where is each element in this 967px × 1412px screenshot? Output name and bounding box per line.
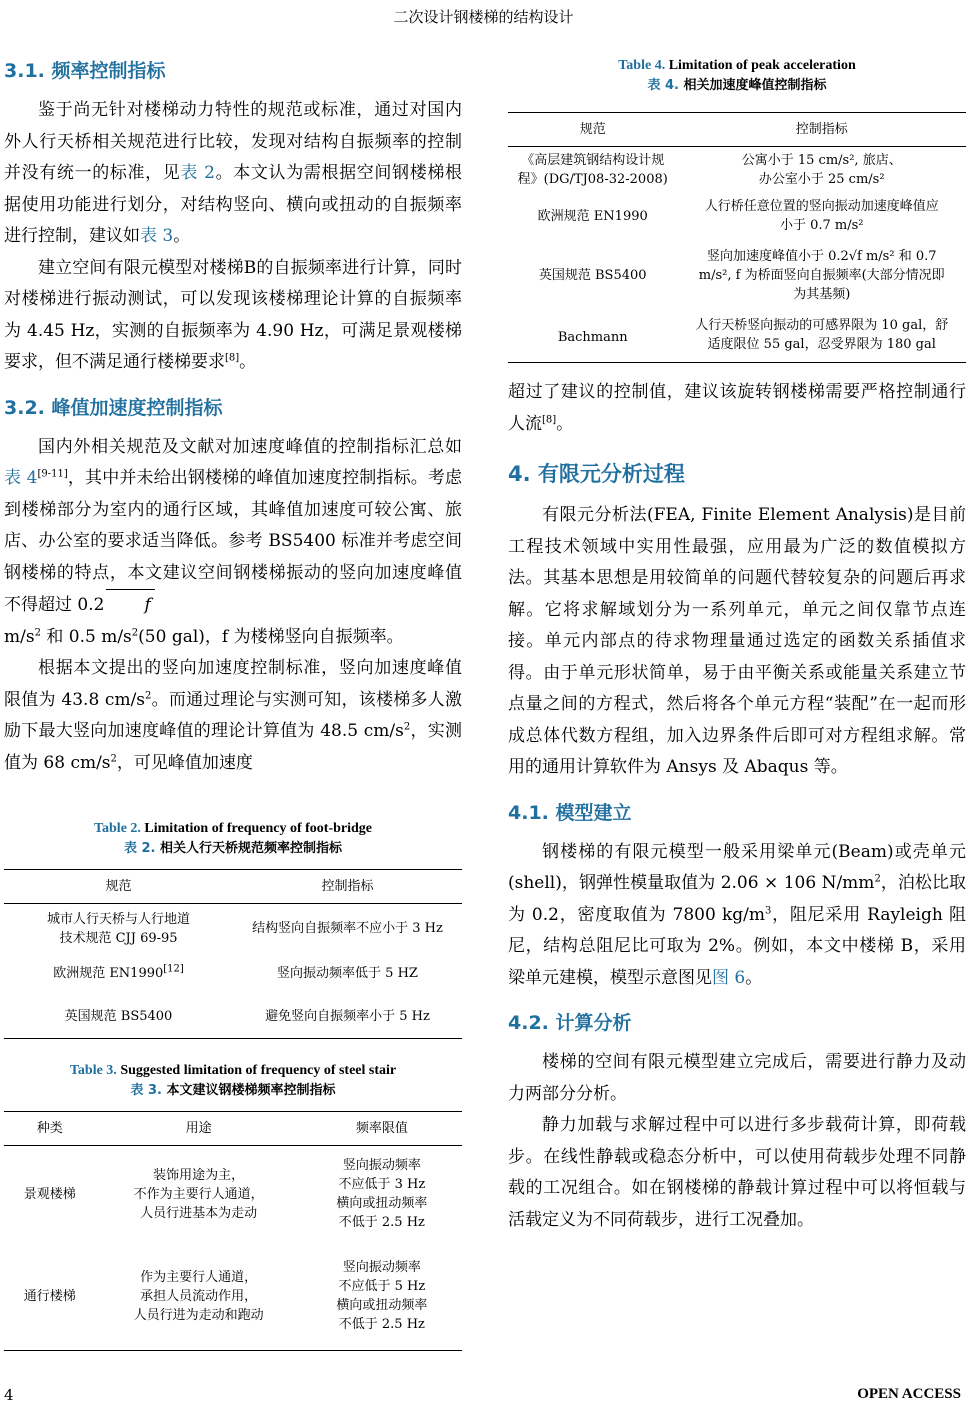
table-cell: 欧洲规范 EN1990 <box>537 208 648 224</box>
table-2-caption: Table 2. Limitation of frequency of foot-bridge 表 2. 相关人行天桥规范频率控制指标 <box>93 821 373 856</box>
table-3-caption: Table 3. Suggested limitation of frequency of steel stair 表 3. 本文建议钢楼梯频率控制指标 <box>69 1063 397 1098</box>
table-header-cell: 用途 <box>96 1112 302 1146</box>
table-cell: 城市人行天桥与人行地道 技术规范 CJJ 69-95 <box>46 912 190 946</box>
left-column <box>4 54 462 1351</box>
table-cell: 公寓小于 15 cm/s², 旅店、 办公室小于 25 cm/s² <box>741 153 902 187</box>
table-3 <box>4 1111 462 1351</box>
table-row <box>4 952 462 995</box>
s32-paragraph-1: 国内外相关规范及文献对加速度峰值的控制指标汇总如表 4[9-11]，其中并未给出钢楼梯的峰值加速度控制指标。考虑到楼梯部分为室内的通行区域，其峰值加速度可较公寓、旅店、办公室的要求适当降低。参考 BS5400 标准并考虑空间钢楼梯的特点，本文建议空间钢楼梯振动的竖向加速度峰值不得超过 0.2 f $m/s^2$ 和 0.5 $m/s^2(50$ gal)，f 为楼梯竖向自振频率。 <box>4 436 462 647</box>
table-cell: 人行桥任意位置的竖向振动加速度峰值应 小于 0.7 m/s² <box>704 199 939 233</box>
table-cell: 竖向加速度峰值小于 0.2√f m/s² 和 0.7 m/s², f 为桥面竖向自振频率(大部分情况即 为其基频) <box>698 249 945 302</box>
citation-8[interactable]: [8] <box>542 413 557 425</box>
table-cell: 结构竖向自振频率不应小于 3 Hz <box>252 920 443 936</box>
s42-paragraph-2: 静力加载与求解过程中可以进行多步载荷计算，即荷载步。在线性静载或稳态分析中，可以使用荷载步处理不同静载的工况组合。如在钢楼梯的静载计算过程中可以将恒载与活载定义为不同荷载步，进行工况叠加。 <box>508 1115 966 1230</box>
table-cell: 竖向振动频率 不应低于 3 Hz 横向或扭动频率 不低于 2.5 Hz <box>336 1158 428 1230</box>
s4-paragraph-1: 有限元分析法(FEA, Finite Element Analysis)是目前工程技术领域中实用性最强，应用最为广泛的数值模拟方法。其基本思想是用较简单的问题代替较复杂的问题后再求解。它将求解域划分为一系列单元，单元之间仅靠节点连接。单元内部点的待求物理量通过选定的函数关系插值求得。由于单元形状简单，易于由平衡关系或能量关系建立节点量之间的方程式，然后将各个单元方程“装配”在一起而形成总体代数方程组，加入边界条件后即可对方程组求解。常用的通用计算软件为 Ansys 及 Abaqus 等。 <box>508 505 966 777</box>
table-header-cell: 控制指标 <box>677 113 966 147</box>
table-4-link[interactable]: 表 4 <box>4 468 38 488</box>
table-cell: 英国规范 BS5400 <box>4 995 233 1039</box>
table-4-caption: Table 4. Limitation of peak acceleration 表 4. 相关加速度峰值控制指标 <box>618 58 856 93</box>
table-cell: 通行楼梯 <box>4 1242 96 1351</box>
table-row <box>4 1242 462 1351</box>
table-cell: 欧洲规范 EN1990[12] <box>53 963 184 981</box>
table-cell: 作为主要行人通道， 承担人员流动作用， 人员行进为走动和跑动 <box>96 1242 302 1351</box>
table-cell: 竖向振动频率 不应低于 5 Hz 横向或扭动频率 不低于 2.5 Hz <box>302 1242 462 1351</box>
table-cell: 避免竖向自振频率小于 5 Hz <box>233 995 462 1039</box>
sqrt-f: f <box>106 589 154 622</box>
table-row <box>4 904 462 953</box>
section-3-1-heading: 3.1. 频率控制指标 <box>4 60 166 82</box>
s42-paragraph-1: 楼梯的空间有限元模型建立完成后，需要进行静力及动力两部分分析。 <box>508 1052 966 1104</box>
table-header-cell: 频率限值 <box>302 1112 462 1146</box>
table-4 <box>508 112 966 363</box>
section-4-2-heading: 4.2. 计算分析 <box>508 1012 632 1034</box>
open-access-label: OPEN ACCESS <box>857 1386 961 1402</box>
s41-paragraph-1: 钢楼梯的有限元模型一般采用梁单元(Beam)或壳单元(shell)，钢弹性模量取值为 2.06 × 106 $N/mm^2$，泊松比取为 0.2，密度取值为 7800 $kg/m^3$，阻尼采用 Rayleigh 阻尼，结构总阻尼比可取为 2%。例如，本文中楼梯 B，采用梁单元建模，模型示意图见图 6。 <box>508 841 967 988</box>
table-row <box>4 995 462 1039</box>
page-number: 4 <box>4 1386 14 1404</box>
table-cell: Bachmann <box>508 312 677 363</box>
table-header-cell: 控制指标 <box>233 870 462 904</box>
table-row <box>508 239 966 312</box>
running-header: 二次设计钢楼梯的结构设计 <box>393 8 574 26</box>
table-2-link[interactable]: 表 2 <box>180 163 215 183</box>
table-row <box>508 312 966 363</box>
table-header-cell: 规范 <box>508 113 677 147</box>
table-cell: 英国规范 BS5400 <box>538 268 647 283</box>
right-column <box>508 54 966 1236</box>
s31-paragraph-2: 建立空间有限元模型对楼梯B的自振频率进行计算，同时对楼梯进行振动测试，可以发现该楼梯理论计算的自振频率为 4.45 Hz，实测的自振频率为 4.90 Hz，可满足景观楼梯要求，但不满足通行楼梯要求[8]。 <box>4 257 462 372</box>
table-cell: 人行天桥竖向振动的可感界限为 10 gal，舒 适度限位 55 gal，忍受界限为 180 gal <box>677 312 966 363</box>
table-cell: 景观楼梯 <box>23 1186 76 1202</box>
s32-paragraph-2: 根据本文提出的竖向加速度控制标准，竖向加速度峰值限值为 43.8 $cm/s^2$。而通过理论与实测可知，该楼梯多人激励下最大竖向加速度峰值的理论计算值为 48.5 $cm/s^2$，实测值为 68 $cm/s^2$，可见峰值加速度 <box>4 658 462 773</box>
table-3-link[interactable]: 表 3 <box>140 226 174 246</box>
s32-paragraph-3: 超过了建议的控制值，建议该旋转钢楼梯需要严格控制通行人流[8]。 <box>508 382 966 434</box>
s31-paragraph-1: 鉴于尚无针对楼梯动力特性的规范或标准，通过对国内外人行天桥相关规范进行比较，发现对结构自振频率的控制并没有统一的标准，见表 2。本文认为需根据空间钢楼梯根据使用功能进行划分，对结构竖向、横向或扭动的自振频率进行控制，建议如表 3。 <box>4 100 462 246</box>
section-4-1-heading: 4.1. 模型建立 <box>508 801 632 824</box>
figure-6-link[interactable]: 图 6 <box>712 967 746 988</box>
section-3-2-heading: 3.2. 峰值加速度控制指标 <box>4 396 223 419</box>
table-2 <box>4 869 462 1039</box>
table-cell: 《高层建筑钢结构设计规 程》(DG/TJ08-32-2008) <box>517 153 668 187</box>
table-row <box>508 193 966 239</box>
table-header-cell: 种类 <box>4 1112 96 1146</box>
section-4-heading: 4. 有限元分析过程 <box>508 462 685 486</box>
table-header-cell: 规范 <box>4 870 233 904</box>
citation-8[interactable]: [8] <box>225 352 240 364</box>
citation-9-11[interactable]: [9-11] <box>37 468 68 480</box>
table-row <box>508 147 966 194</box>
table-cell: 装饰用途为主， 不作为主要行人通道， 人员行进基本为走动 <box>133 1167 264 1221</box>
table-row <box>4 1146 462 1243</box>
table-cell: 竖向振动频率低于 5 HZ <box>277 966 418 981</box>
